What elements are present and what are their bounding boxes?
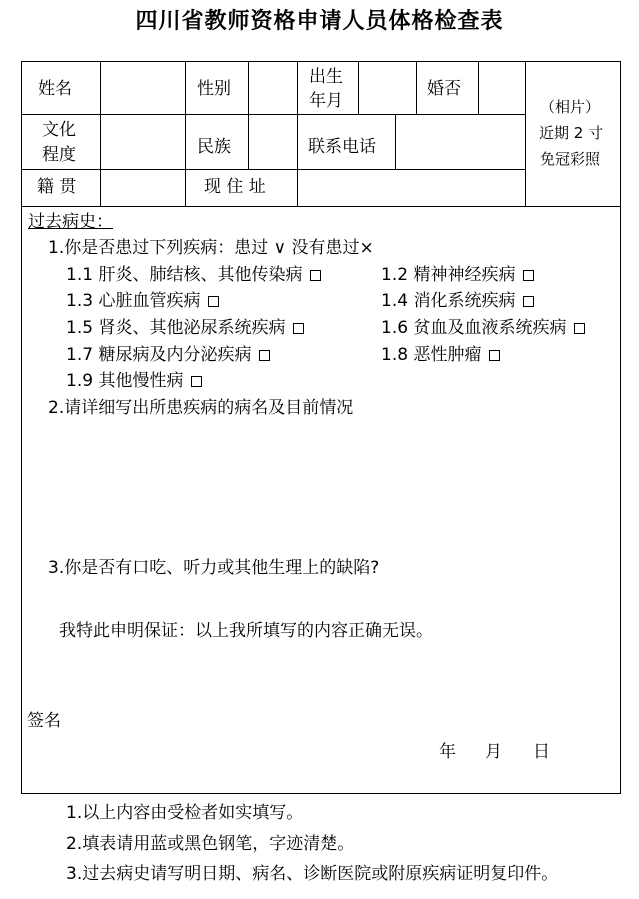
education-label-line2: 程度 [42,145,76,165]
native-place-label: 籍 贯 [37,177,77,197]
disease-item: 1.6 贫血及血液系统疾病 [381,317,585,339]
page-title: 四川省教师资格申请人员体格检查表 [135,9,504,34]
ethnicity-label: 民族 [197,137,231,157]
birth-label-line1: 出生 [309,67,343,87]
checkbox[interactable] [208,296,219,307]
signature-label: 签名 [27,711,61,731]
checkbox[interactable] [310,270,321,281]
name-label: 姓名 [38,79,72,99]
question-3: 3.你是否有口吃、听力或其他生理上的缺陷? [48,558,380,578]
address-label: 现 住 址 [204,177,266,197]
disease-item: 1.9 其他慢性病 [66,370,202,392]
gender-label: 性别 [197,79,231,99]
checkbox[interactable] [489,350,500,361]
note-item: 1.以上内容由受检者如实填写。 [66,803,304,823]
phone-label: 联系电话 [308,137,376,157]
photo-requirement: 免冠彩照 [540,150,601,168]
date-month-label: 月 [485,742,502,762]
date-day-label: 日 [533,742,550,762]
question-1: 1.你是否患过下列疾病：患过 ∨ 没有患过× [48,238,374,258]
declaration-text: 我特此申明保证：以上我所填写的内容正确无误。 [59,621,433,641]
question-2: 2.请详细写出所患疾病的病名及目前情况 [48,398,354,418]
disease-item: 1.7 糖尿病及内分泌疾病 [66,344,270,366]
photo-size-note: 近期 2 寸 [539,124,604,142]
date-year-label: 年 [439,742,456,762]
checkbox[interactable] [259,350,270,361]
disease-item: 1.2 精神神经疾病 [381,264,534,286]
marital-label: 婚否 [427,79,461,99]
disease-item: 1.3 心脏血管疾病 [66,290,219,312]
checkbox[interactable] [574,323,585,334]
checkbox[interactable] [191,376,202,387]
note-item: 2.填表请用蓝或黑色钢笔，字迹清楚。 [66,834,355,854]
birth-label-line2: 年月 [309,91,343,111]
disease-item: 1.5 肾炎、其他泌尿系统疾病 [66,317,304,339]
disease-item: 1.8 恶性肿瘤 [381,344,500,366]
note-item: 3.过去病史请写明日期、病名、诊断医院或附原疾病证明复印件。 [66,864,559,884]
history-heading: 过去病史： [28,212,113,232]
disease-item: 1.4 消化系统疾病 [381,290,534,312]
checkbox[interactable] [523,270,534,281]
checkbox[interactable] [523,296,534,307]
checkbox[interactable] [293,323,304,334]
photo-label: （相片） [540,98,601,116]
education-label-line1: 文化 [42,120,76,140]
disease-item: 1.1 肝炎、肺结核、其他传染病 [66,264,321,286]
